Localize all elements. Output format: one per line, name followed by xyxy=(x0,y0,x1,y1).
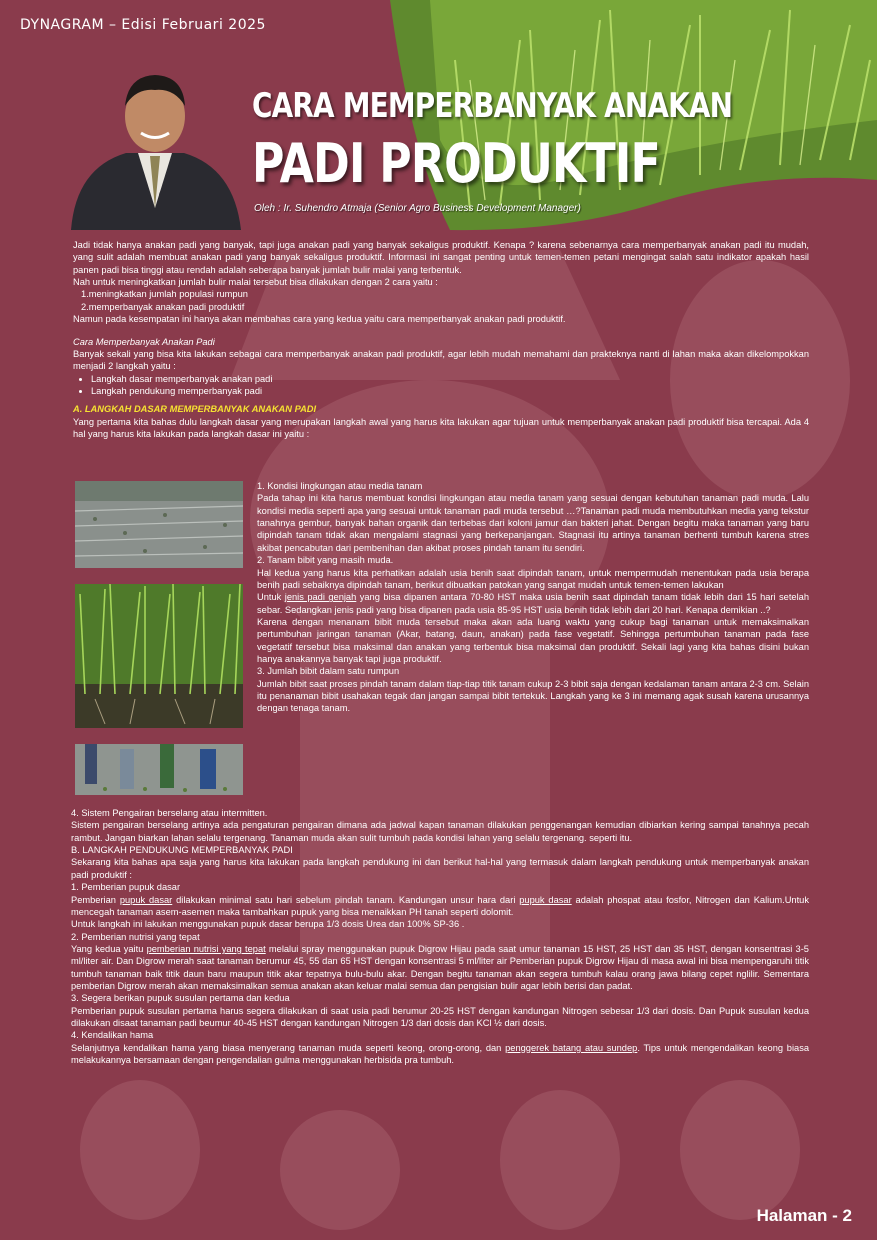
link-pupuk-dasar[interactable]: pupuk dasar xyxy=(119,894,173,905)
section-a-item-2-text-1: Hal kedua yang harus kita perhatikan adalah usia benih saat dipindah tanam, untuk mempermudah menentukan pada usia berapa benih padi sebaiknya dipindah tanam, berikut dibuatkan patokan yang sangat mudah untuk temen-temen lakukan xyxy=(257,567,809,590)
cara-bullet: • Langkah dasar memperbanyak anakan padi xyxy=(91,373,809,385)
edition-label: DYNAGRAM – Edisi Februari 2025 xyxy=(20,17,266,33)
section-b-item-4-text xyxy=(71,1042,809,1067)
section-b-item-1-title: 1. Pemberian pupuk dasar xyxy=(71,882,181,893)
intro-paragraph-1: Jadi tidak hanya anakan padi yang banyak, tapi juga anakan padi yang banyak sekaligus produktif. Kenapa ? karena sebenarnya cara memperbanyak anakan padi itu mudah, yang sulit adalah membuat anakan padi yang banyak sekaligus produktif. Informasi ini sangat penting untuk temen-temen petani mengingat salah satu indikator apakah hasil panen padi bisa tinggi atau rendah adalah seberapa banyak jumlah bulir malai yang terbentuk. xyxy=(73,240,809,275)
section-a-item-2-text-3: Karena dengan menanam bibit muda tersebut maka akan ada luang waktu yang cukup bagi tanaman untuk memaksimalkan pertumbuhan jaringan tanaman (Akar, batang, daun, anakan) pada fase vegetatif. Sehingga pertumbuhan tanaman pada fase vegetatif tersebut bisa maksimal dan anakan yang terbentuk bisa maksimal dan produktif. Sekali lagi yang kita bahas disini bukan hanya anakannya banyak tapi juga produktif. xyxy=(257,616,809,665)
text-span: Pemberian xyxy=(71,894,120,905)
text-span: . Tips untuk mengendalikan keong biasa melakukannya bersamaan dengan pengendalian gulma menggunakan herbisida pra tumbuh. xyxy=(71,1042,810,1066)
lower-content xyxy=(71,807,809,1067)
section-a-items xyxy=(257,480,809,715)
section-b-item-2-text xyxy=(71,943,809,992)
page-number: Halaman - 2 xyxy=(756,1206,852,1225)
section-a-item-3-title: 3. Jumlah bibit dalam satu rumpun xyxy=(257,666,400,677)
intro-paragraph-3: Namun pada kesempatan ini hanya akan membahas cara yang kedua yaitu cara memperbanyak anakan padi produktif. xyxy=(73,314,566,325)
section-a-item-2-title: 2. Tanam bibit yang masih muda. xyxy=(257,555,394,566)
cara-heading: Cara Memperbanyak Anakan Padi xyxy=(73,336,215,347)
text-span: yang bisa dipanen antara 70-80 HST maka usia benih saat dipindah tanam tidak lebih dari 15 hari setelah sebar. Sedangkan jenis padi yang bisa dipanen pada usia 85-95 HST usia benih tidak lebih dari 20 hari. Kenapa demikian ..? xyxy=(257,592,810,615)
link-pupuk-dasar-2[interactable]: pupuk dasar xyxy=(519,894,572,905)
text-span: Untuk xyxy=(257,592,285,603)
young-seedlings-image xyxy=(75,584,243,728)
section-b-item-1-text-2: Untuk langkah ini lakukan menggunakan pupuk dasar berupa 1/3 dosis Urea dan 100% SP-36 . xyxy=(71,919,465,930)
cara-text: Banyak sekali yang bisa kita lakukan sebagai cara memperbanyak anakan padi produktif, agar lebih mudah memahami dan prakteknya nanti di lahan maka akan dikelompokkan menjadi 2 langkah yaitu : xyxy=(73,348,809,372)
section-a-heading: A. LANGKAH DASAR MEMPERBANYAK ANAKAN PADI xyxy=(73,404,317,415)
section-b-item-2-title: 2. Pemberian nutrisi yang tepat xyxy=(71,931,200,942)
link-pemberian-nutrisi[interactable]: pemberian nutrisi yang tepat xyxy=(146,943,266,954)
section-b-item-4-title: 4. Kendalikan hama xyxy=(71,1030,154,1041)
intro-list-item: 1.meningkatkan jumlah populasi rumpun xyxy=(81,289,248,300)
text-span: melalui spray menggunakan pupuk Digrow Hijau pada saat umur tanaman 15 HST, 25 HST dan 35 HST, dengan konsentrasi 3-5 ml/liter air. Dan Digrow merah saat tanaman berumur 45, 55 dan 65 HST dengan konsentrasi 5 ml/liter air Pemberian pupuk Digrow Hijau di masa awal ini bisa mempengaruhi titik tumbuh tanaman baik titik daun baru maupun titik akar tepatnya bulu-bulu akar. Dengan begitu tanaman akan segera tumbuh kalau orang jawa bilang cepet nglilir. Sementara pemberian Digrow merah akan memaksimalkan semua anakan akan keluar malai semua dan pengisian bulir agar lebih berisi dan padat. xyxy=(71,943,809,992)
intro-list xyxy=(73,288,809,313)
link-jenis-padi-genjah[interactable]: jenis padi genjah xyxy=(284,592,357,603)
title-line-2: PADI PRODUKTIF xyxy=(252,132,660,195)
byline: Oleh : Ir. Suhendro Atmaja (Senior Agro Business Development Manager) xyxy=(254,203,581,214)
text-span: Selanjutnya kendalikan hama yang biasa menyerang tanaman muda seperti keong, orong-orong, dan xyxy=(71,1042,506,1053)
cara-bullets xyxy=(73,373,809,398)
section-a-item-1-text: Pada tahap ini kita harus membuat kondisi lingkungan atau media tanam yang sesuai dengan kebutuhan tanaman padi muda. Lalu kondisi media seperti apa yang sesuai untuk tanaman padi muda tersebut …?Tanaman padi muda membutuhkan media yang tekstur tanahnya gembur, banyak bahan organik dan terbebas dari koloni jamur dan bakteri jahat. Dengan begitu maka tanaman yang baru dipindah tanam tidak akan mengalami stagnasi yang berkepanjangan. Stagnasi itu artinya tanaman berhenti tumbuh karena stres akibat pencabutan dari pembenihan dan akibat proses pindah tanam itu sendiri. xyxy=(257,493,809,553)
link-penggerek-batang[interactable]: penggerek batang atau sundep xyxy=(505,1042,638,1053)
author-photo xyxy=(66,58,244,230)
section-a-item-3-text: Jumlah bibit saat proses pindah tanam dalam tiap-tiap titik tanam cukup 2-3 bibit saja dengan kedalaman tanam antara 2-3 cm. Selain itu penanaman bibit usahakan tegak dan jangan sampai bibit tertekuk. Langkah yang ke 3 ini memang agak susah karena urusannya dengan tenaga tanam. xyxy=(257,678,809,714)
section-b-item-3-title: 3. Segera berikan pupuk susulan pertama dan kedua xyxy=(71,993,290,1004)
section-b-item-3-text: Pemberian pupuk susulan pertama harus segera dilakukan di saat usia padi berumur 20-25 HST dengan kandungan Nitrogen sebesar 1/3 dari dosis. Dan Pupuk susulan kedua dilakukan disaat tanaman padi beumur 40-45 HST dengan kandungan Nitrogen 1/3 dari dosis dan KCl ½ dari dosis. xyxy=(71,1005,809,1029)
flooded-field-image xyxy=(75,481,243,568)
text-span: Yang kedua yaitu xyxy=(71,943,147,954)
cara-bullet: • Langkah pendukung memperbanyak padi xyxy=(91,385,809,397)
section-a-item-4-text: Sistem pengairan berselang artinya ada pengaturan pengairan dimana ada jadwal kapan tanaman dilakukan penggenangan kemudian dibiarkan kering sampai tanahnya pecah rambut. Jangan biarkan lahan selalu tergenang. Tanaman muda akan sulit tumbuh pada kondisi lahan yang selalu tergenang. seperti itu. xyxy=(71,820,809,843)
section-a-item-4-title: 4. Sistem Pengairan berselang atau intermitten. xyxy=(71,808,268,818)
section-b-text: Sekarang kita bahas apa saja yang harus kita lakukan pada langkah pendukung ini dan berikut hal-hal yang termasuk dalam langkah pendukung untuk memperbanyak anakan padi produktif : xyxy=(71,857,809,880)
intro-list-item: 2.memperbanyak anakan padi produktif xyxy=(81,301,245,312)
section-a-item-1-title: 1. Kondisi lingkungan atau media tanam xyxy=(257,481,423,491)
text-span: dilakukan minimal satu hari sebelum pindah tanam. Kandungan unsur hara dari xyxy=(172,894,520,905)
intro-paragraph-2: Nah untuk meningkatkan jumlah bulir malai tersebut bisa dilakukan dengan 2 cara yaitu : xyxy=(73,277,438,288)
main-content xyxy=(73,239,809,440)
section-b-item-1-text xyxy=(71,894,809,919)
farmers-planting-image xyxy=(75,744,243,795)
text-span: adalah phospat atau fosfor, Nitrogen dan Kalium.Untuk mencegah tanaman asem-asemen maka tambahkan pupuk yang bisa menaikkan PH tanah seperti dolomit. xyxy=(71,894,809,917)
section-a-text: Yang pertama kita bahas dulu langkah dasar yang merupakan langkah awal yang harus kita lakukan agar tujuan untuk memperbanyak anakan padi produktif bisa tercapai. Ada 4 hal yang harus kita lakukan pada langkah dasar ini yaitu : xyxy=(73,416,809,440)
section-b-heading: B. LANGKAH PENDUKUNG MEMPERBANYAK PADI xyxy=(71,845,293,856)
section-a-item-2-text-2 xyxy=(257,591,809,616)
title-line-1: CARA MEMPERBANYAK ANAKAN xyxy=(252,86,733,126)
